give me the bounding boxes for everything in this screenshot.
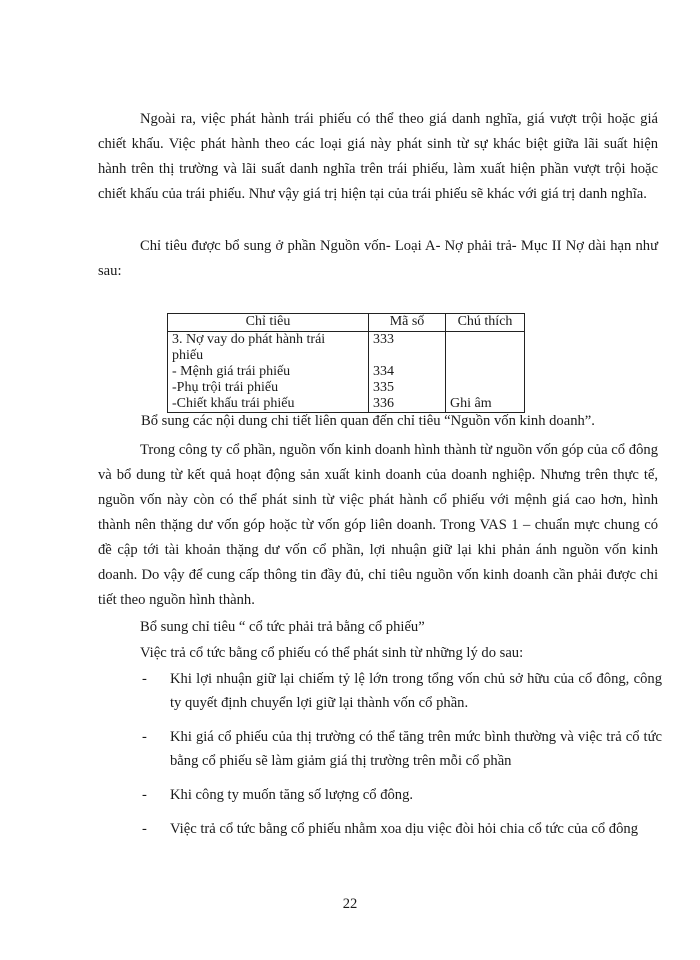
list-item-text: Việc trả cổ tức bằng cổ phiếu nhằm xoa dịu việc đòi hỏi chia cổ tức của cổ đông bbox=[170, 821, 638, 837]
table-row bbox=[168, 332, 525, 413]
paragraph-capital-sources: Trong công ty cổ phần, nguồn vốn kinh doanh hình thành từ nguồn vốn góp của cổ đông và bổ dung từ kết quả hoạt động sản xuất kinh doanh của doanh nghiệp. Nhưng trên thực tế, nguồn vốn này còn có thể phát sinh từ việc phát hành cổ phiếu với mệnh giá cao hơn, hình thành nên thặng dư vốn góp hoặc từ vốn góp liên doanh. Trong VAS 1 – chuẩn mực chung có đề cập tới tài khoản thặng dư vốn cổ phần, lợi nhuận giữ lại khi phản ánh nguồn vốn kinh doanh. Do vậy để cung cấp thông tin đầy đủ, chỉ tiêu nguồn vốn kinh doanh cần phải được chi tiết theo nguồn hình thành. bbox=[98, 442, 658, 608]
paragraph-bond-pricing: Ngoài ra, việc phát hành trái phiếu có thể theo giá danh nghĩa, giá vượt trội hoặc giá chiết khấu. Việc phát hành theo các loại giá này phát sinh từ sự khác biệt giữa lãi suất hiện hành trên thị trường và lãi suất danh nghĩa trên trái phiếu, làm xuất hiện phần vượt trội hoặc chiết khấu của trái phiếu. Như vậy giá trị hiện tại của trái phiếu sẽ khác với giá trị danh nghĩa. bbox=[98, 111, 658, 202]
note-cell bbox=[446, 332, 525, 413]
code-line: 336 bbox=[373, 396, 394, 411]
paragraph-supplement-indicator: Chỉ tiêu được bổ sung ở phần Nguồn vốn- Loại A- Nợ phải trả- Mục II Nợ dài hạn như sau: bbox=[98, 238, 658, 279]
paragraph-dividend-heading: Bổ sung chỉ tiêu “ cổ tức phải trả bằng cổ phiếu” bbox=[140, 619, 425, 635]
code-cell bbox=[369, 332, 446, 413]
indicator-line: -Chiết khấu trái phiếu bbox=[172, 396, 295, 411]
indicator-line: - Mệnh giá trái phiếu bbox=[172, 364, 291, 379]
paragraph-dividend-reasons: Việc trả cổ tức bằng cổ phiếu có thể phát sinh từ những lý do sau: bbox=[140, 645, 524, 661]
code-line bbox=[373, 348, 441, 364]
list-item bbox=[142, 817, 662, 841]
bullet-dash: - bbox=[142, 787, 147, 803]
page-number: 22 bbox=[342, 896, 358, 912]
list-item-text: Khi giá cổ phiếu của thị trường có thể tăng trên mức bình thường và việc trả cổ tức bằng cổ phiếu sẽ làm giảm giá thị trường trên mỗi cổ phần bbox=[170, 729, 662, 769]
code-line: 333 bbox=[373, 332, 394, 347]
header-code: Mã số bbox=[369, 314, 446, 332]
code-line: 335 bbox=[373, 380, 394, 395]
list-item bbox=[142, 667, 662, 715]
list-item-text: Khi công ty muốn tăng số lượng cổ đông. bbox=[170, 787, 414, 803]
indicator-line: 3. Nợ vay do phát hành trái bbox=[172, 332, 326, 347]
note-line: Ghi âm bbox=[450, 396, 492, 411]
list-item bbox=[142, 725, 662, 773]
table-caption-note: Bổ sung các nội dung chi tiết liên quan đến chỉ tiêu “Nguồn vốn kinh doanh”. bbox=[141, 413, 595, 429]
bullet-dash: - bbox=[142, 729, 147, 745]
indicator-line: phiếu bbox=[172, 348, 204, 363]
header-indicator: Chỉ tiêu bbox=[168, 314, 369, 332]
bullet-dash: - bbox=[142, 671, 147, 687]
list-item-text: Khi lợi nhuận giữ lại chiếm tỷ lệ lớn trong tổng vốn chủ sở hữu của cổ đông, công ty quyết định chuyển lợi giữ lại thành vốn cổ phần. bbox=[170, 671, 662, 711]
bullet-dash: - bbox=[142, 821, 147, 837]
indicator-table bbox=[167, 313, 525, 413]
list-item bbox=[142, 783, 662, 807]
indicator-cell bbox=[168, 332, 369, 413]
indicator-line: -Phụ trội trái phiếu bbox=[172, 380, 279, 395]
header-note: Chú thích bbox=[446, 314, 525, 332]
table-header-row bbox=[168, 314, 525, 332]
code-line: 334 bbox=[373, 364, 394, 379]
reasons-list bbox=[142, 667, 662, 851]
